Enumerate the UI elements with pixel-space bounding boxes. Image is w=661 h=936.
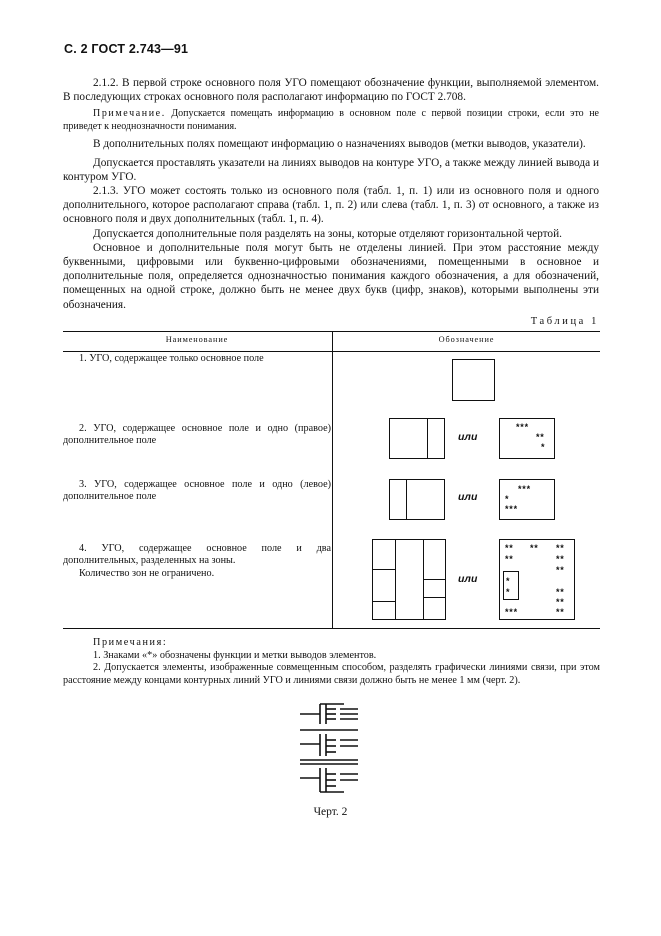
ugo-left-field-divider (406, 479, 407, 520)
table-header-name: Наименование (165, 335, 229, 344)
table-header-symbol: Обозначение (438, 335, 495, 344)
page-header: С. 2 ГОСТ 2.743—91 (64, 42, 189, 56)
stars: * (506, 576, 511, 586)
zone-line (423, 579, 446, 580)
stars: *** (516, 422, 529, 432)
table-row-2-text: 2. УГО, содержащее основное поле и одно (правое) дополнительное поле (63, 423, 331, 447)
or-label: или (458, 573, 478, 585)
zone-line (423, 597, 446, 598)
stars: ** (556, 543, 565, 553)
stars: * (505, 494, 510, 504)
table-row-4-text: 4. УГО, содержащее основное поле и два дополнительных, разделенных на зоны. Количество зон не ограничено. (63, 543, 331, 579)
stars: *** (505, 607, 518, 617)
body-text (63, 76, 599, 312)
stars: * (541, 442, 546, 452)
table-row-3-text: 3. УГО, содержащее основное поле и одно (левое) дополнительное поле (63, 479, 331, 503)
stars: ** (556, 565, 565, 575)
table-column-divider (332, 331, 333, 629)
notes (63, 637, 600, 687)
paragraph-pointers: Допускается проставлять указатели на линиях выводов на контуре УГО, а также между линией вывода и контуром УГО. (63, 156, 599, 183)
stars: ** (505, 554, 514, 564)
note-1 (63, 108, 599, 133)
ugo-left-field-box (389, 479, 445, 520)
paragraph-2-1-2: 2.1.2. В первой строке основного поля УГО помещают обозначение функции, выполняемой элементом. В последующих строках основного поля располагают информацию по ГОСТ 2.708. (63, 77, 599, 104)
stars: ** (556, 587, 565, 597)
stars: ** (505, 543, 514, 553)
paragraph-2-1-3: 2.1.3. УГО может состоять только из основного поля (табл. 1, п. 1) или из основного поля и одного дополнительного, которое располагают справа (табл. 1, п. 2) или слева (табл. 1, п. 3) от основного, а также из основного поля и двух дополнительных (табл. 1, п. 4). (63, 185, 599, 226)
note-1-text: Допускается помещать информацию в основном поле с первой позиции строки, если это не приведет к неоднозначности понимания. (63, 108, 599, 132)
stars: ** (556, 597, 565, 607)
paragraph-outputs: В дополнительных полях помещают информацию о назначениях выводов (метки выводов, указатели). (93, 138, 586, 151)
paragraph-separation: Основное и дополнительные поля могут быть не отделены линией. При этом расстояние между буквенными, цифровыми или буквенно-цифровыми обозначениями, помещенными в основное и дополнительные поля, определяется однозначностью понимания каждого обозначения, а для обозначений, помещенных на одной строке, должно быть не менее двух букв (цифр, знаков), которыми выполнены эти обозначения. (63, 241, 599, 311)
or-label: или (458, 491, 478, 503)
table-1 (63, 331, 600, 631)
stars: *** (518, 484, 531, 494)
stars: *** (505, 504, 518, 514)
note-1-label: Примечание. (93, 108, 166, 120)
drawing-caption: Черт. 2 (313, 806, 348, 818)
zone-line (372, 569, 396, 570)
table-caption: Таблица 1 (530, 316, 599, 327)
stars: ** (530, 543, 539, 553)
note-item-1: 1. Знаками «*» обозначены функции и метки выводов элементов. (93, 649, 377, 661)
stars: ** (536, 432, 545, 442)
paragraph-zones: Допускается дополнительные поля разделять на зоны, которые отделяют горизонтальной чертой. (93, 227, 562, 240)
stars: ** (556, 607, 565, 617)
drawing-2 (298, 700, 362, 796)
note-item-2: 2. Допускается элементы, изображенные совмещенным способом, разделять графически линиями связи, при этом расстояние между концами контурных линий УГО и линиями связи должно быть не менее 1 мм (черт. 2). (63, 662, 600, 686)
ugo-main-field (452, 359, 495, 401)
ugo-left-divider (395, 539, 396, 620)
zone-line (372, 601, 396, 602)
stars: ** (556, 554, 565, 564)
ugo-right-field-divider (427, 418, 428, 459)
ugo-right-field-box (389, 418, 445, 459)
table-row-1-text: 1. УГО, содержащее только основное поле (79, 353, 264, 364)
or-label: или (458, 431, 478, 443)
stars: * (506, 587, 511, 597)
notes-title: Примечания: (93, 637, 168, 648)
